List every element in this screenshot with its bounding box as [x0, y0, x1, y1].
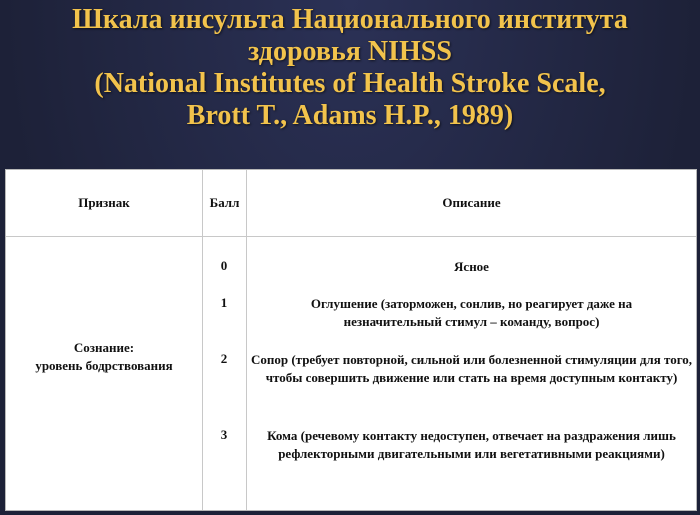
title-line-1: Шкала инсульта Национального института — [72, 4, 628, 35]
header-score: Балл — [209, 195, 240, 210]
header-description: Описание — [442, 195, 501, 210]
table-header-row — [6, 170, 696, 237]
title-line-2: здоровья NIHSS — [248, 36, 452, 67]
description-2: Сопор (требует повторной, сильной или болезненной стимуляции для того, чтобы совершить движение или стать на время доступным контакту) — [250, 352, 693, 385]
description-0: Ясное — [454, 259, 489, 274]
sign-label: Сознание: — [73, 339, 135, 355]
score-1: 1 — [220, 295, 228, 310]
nihss-table — [5, 169, 697, 511]
header-sign: Признак — [78, 195, 130, 210]
description-3: Кома (речевому контакту недоступен, отвечает на раздражения лишь рефлекторными двигательными или вегетативными реакциями) — [267, 428, 676, 461]
score-0: 0 — [220, 258, 228, 273]
table-row — [6, 237, 696, 510]
description-1: Оглушение (заторможен, сонлив, но реагирует даже на незначительный стимул – команду, вопрос) — [310, 296, 633, 329]
sign-sublabel: уровень бодрствования — [35, 357, 173, 373]
score-3: 3 — [220, 427, 228, 442]
title-line-3: (National Institutes of Health Stroke Scale, — [94, 68, 606, 99]
title-line-4: Brott T., Adams H.P., 1989) — [186, 100, 514, 131]
score-2: 2 — [220, 351, 228, 366]
sign-cell — [6, 237, 202, 476]
slide-title — [0, 4, 700, 132]
